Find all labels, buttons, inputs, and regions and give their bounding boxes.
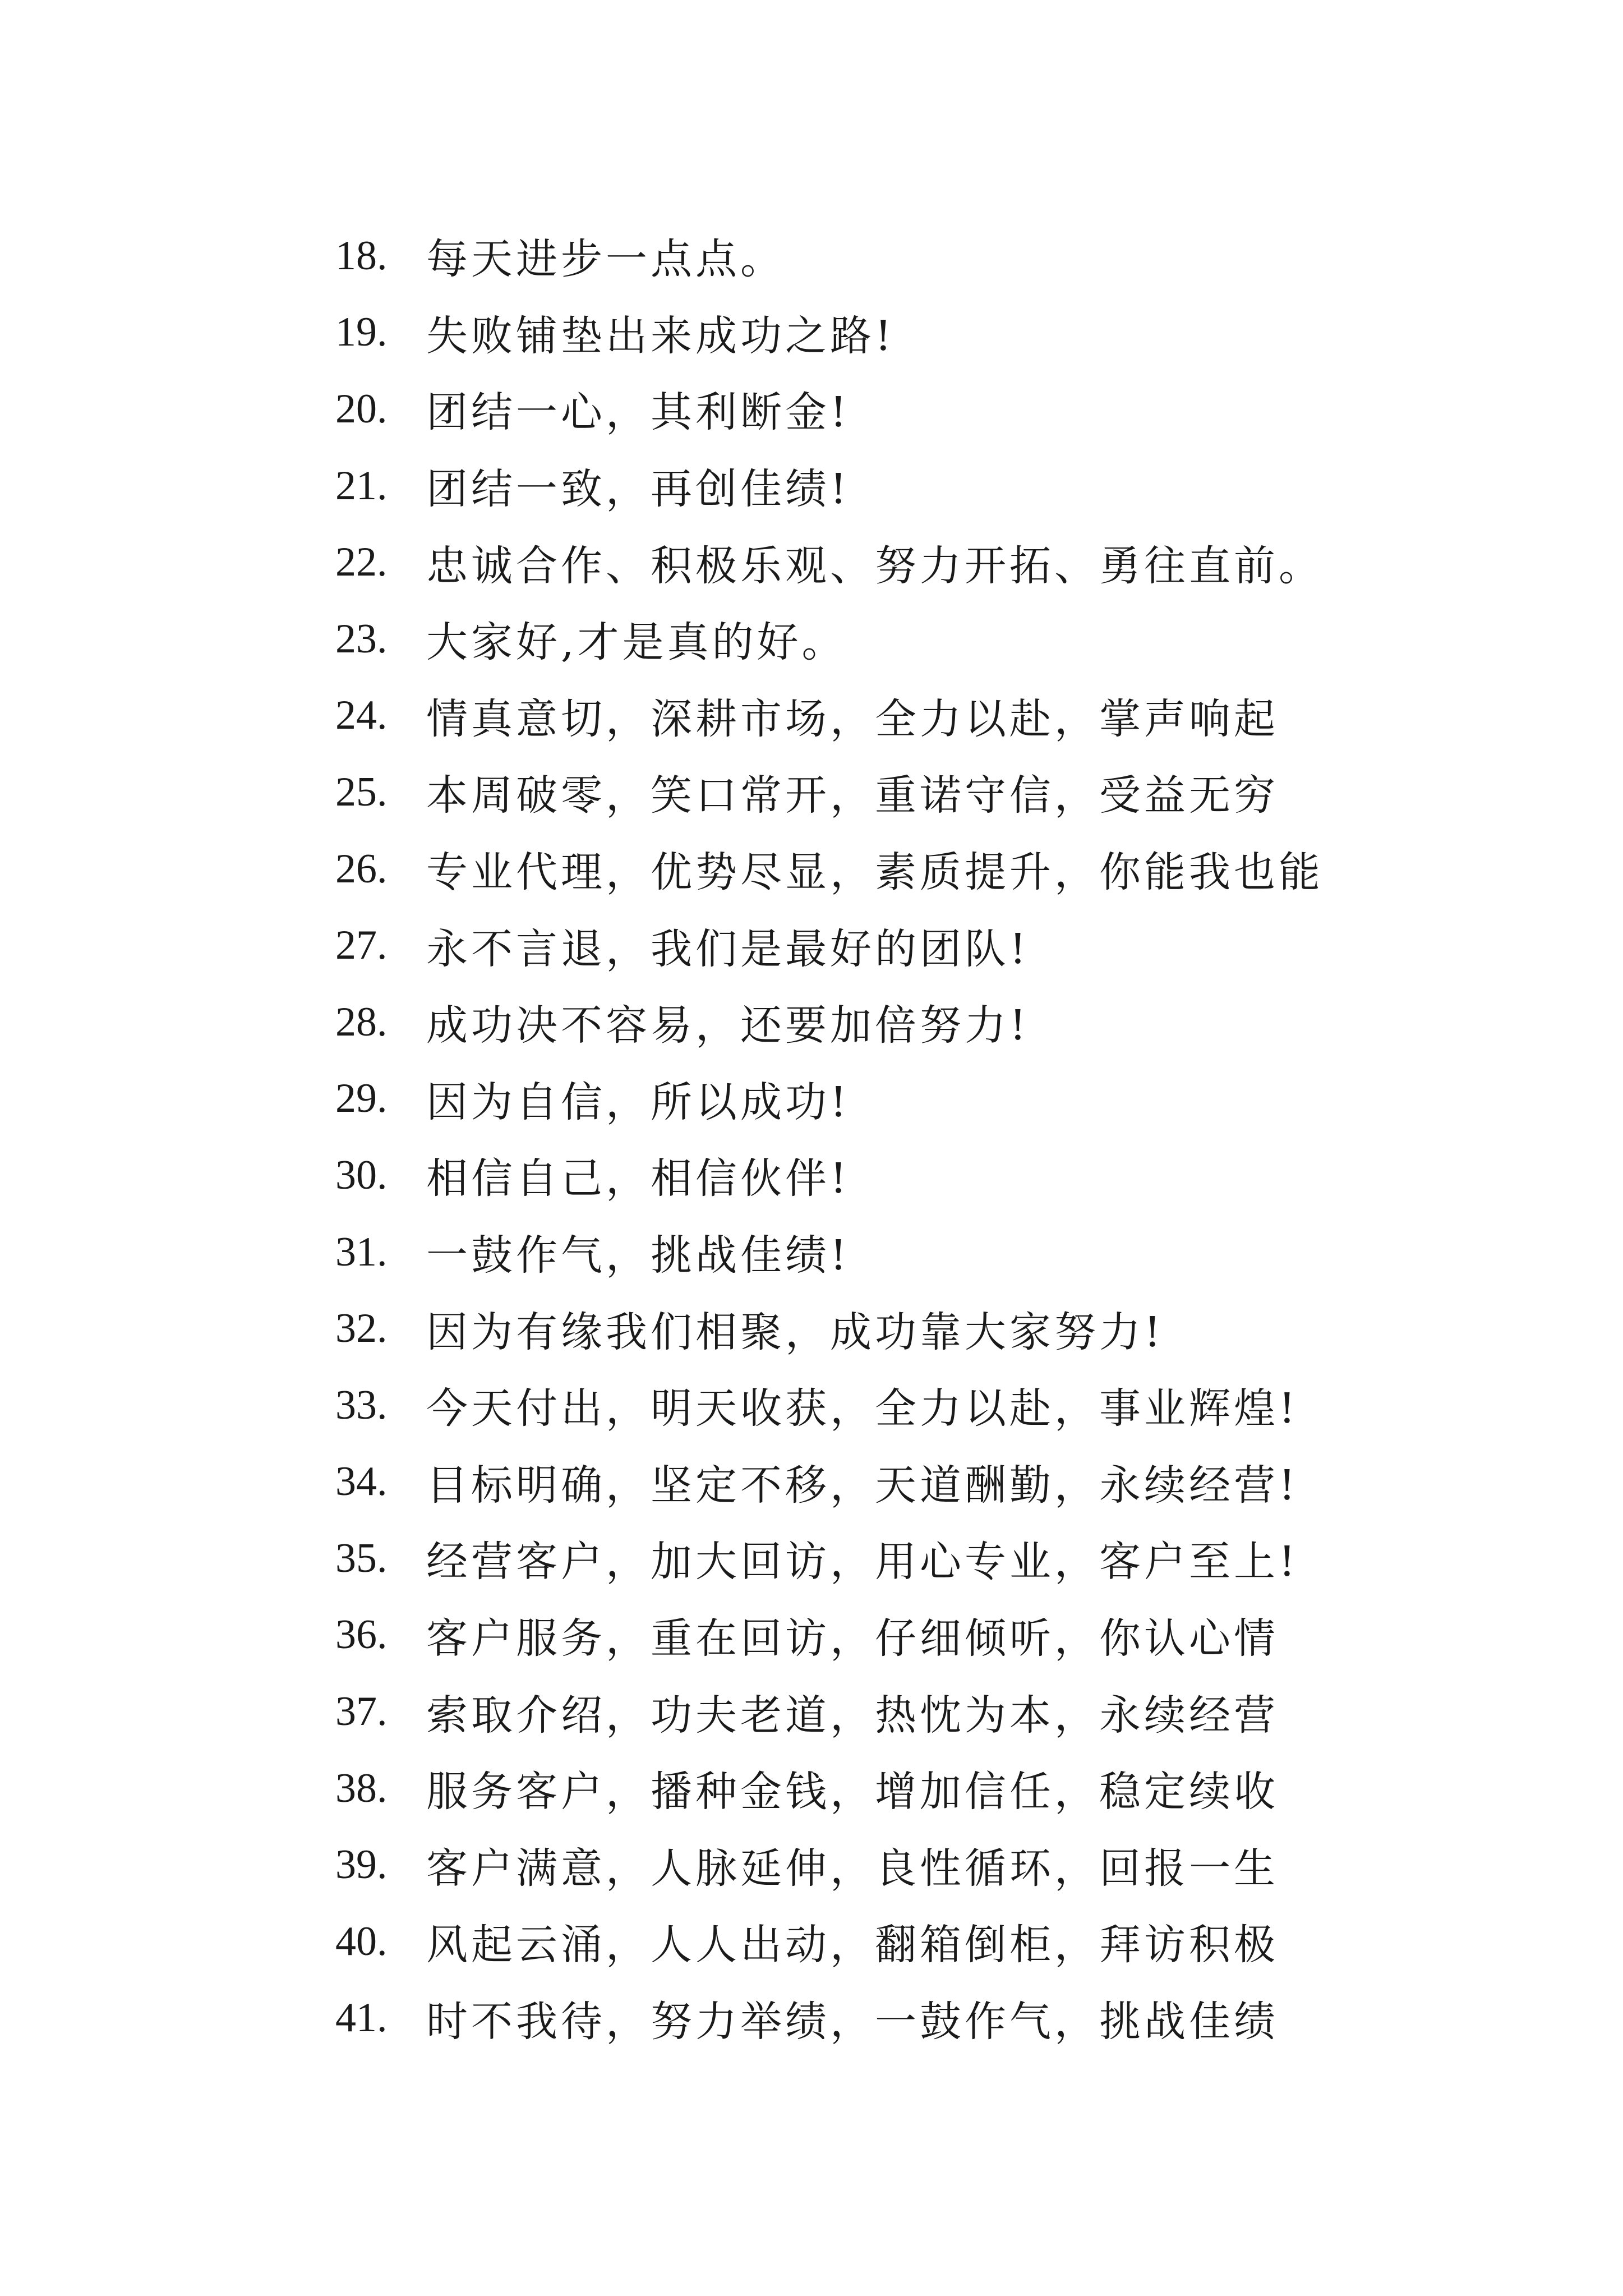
item-number: 18.	[335, 232, 388, 279]
list-item	[335, 1597, 1513, 1674]
item-text: 专业代理，优势尽显，素质提升，你能我也能	[426, 848, 1324, 897]
item-text: 经营客户，加大回访，用心专业，客户至上!	[426, 1538, 1299, 1586]
item-number: 28.	[335, 999, 388, 1045]
item-number: 34.	[335, 1458, 388, 1505]
list-item	[335, 448, 1513, 524]
item-text: 大家好,才是真的好。	[426, 618, 847, 667]
list-item	[335, 754, 1513, 831]
list-item	[335, 295, 1513, 371]
list-item	[335, 678, 1513, 754]
item-number: 30.	[335, 1152, 388, 1198]
item-number: 25.	[335, 769, 388, 815]
item-number: 32.	[335, 1305, 388, 1352]
item-text: 忠诚合作、积极乐观、努力开拓、勇往直前。	[426, 541, 1324, 590]
item-text: 成功决不容易，还要加倍努力!	[426, 1001, 1030, 1050]
item-text: 因为自信，所以成功!	[426, 1078, 850, 1126]
item-number: 40.	[335, 1918, 388, 1964]
list-item	[335, 1290, 1513, 1367]
item-number: 36.	[335, 1612, 388, 1658]
list-item	[335, 1826, 1513, 1903]
list-item	[335, 524, 1513, 601]
list-item	[335, 1750, 1513, 1827]
item-number: 20.	[335, 385, 388, 432]
item-text: 索取介绍，功夫老道，热忱为本，永续经营	[426, 1691, 1279, 1740]
item-text: 失败铺垫出来成功之路!	[426, 311, 895, 360]
item-text: 时不我待，努力举绩，一鼓作气，挑战佳绩	[426, 1997, 1279, 2046]
item-number: 19.	[335, 309, 388, 356]
list-item	[335, 1673, 1513, 1750]
list-item	[335, 907, 1513, 984]
item-text: 每天进步一点点。	[426, 235, 785, 284]
item-text: 本周破零，笑口常开，重诺守信，受益无穷	[426, 771, 1279, 820]
list-item	[335, 218, 1513, 295]
item-number: 35.	[335, 1535, 388, 1581]
item-text: 永不言退，我们是最好的团队!	[426, 924, 1030, 973]
list-item	[335, 601, 1513, 678]
item-number: 24.	[335, 692, 388, 739]
item-text: 相信自己，相信伙伴!	[426, 1154, 850, 1203]
item-number: 41.	[335, 1995, 388, 2041]
list-item	[335, 1137, 1513, 1214]
item-text: 团结一致，再创佳绩!	[426, 465, 850, 514]
item-number: 39.	[335, 1842, 388, 1888]
slogan-list	[335, 218, 1513, 2056]
item-text: 今天付出，明天收获，全力以赴，事业辉煌!	[426, 1384, 1299, 1433]
list-item	[335, 371, 1513, 448]
list-item	[335, 1444, 1513, 1521]
item-number: 27.	[335, 922, 388, 969]
list-item	[335, 1367, 1513, 1444]
item-number: 31.	[335, 1228, 388, 1275]
list-item	[335, 831, 1513, 908]
item-number: 23.	[335, 615, 388, 662]
list-item	[335, 1214, 1513, 1291]
item-text: 团结一心，其利断金!	[426, 388, 850, 437]
item-text: 因为有缘我们相聚，成功靠大家努力!	[426, 1308, 1164, 1356]
item-number: 38.	[335, 1765, 388, 1811]
item-number: 37.	[335, 1688, 388, 1735]
item-text: 目标明确，坚定不移，天道酬勤，永续经营!	[426, 1461, 1299, 1510]
item-text: 客户满意，人脉延伸，良性循环，回报一生	[426, 1844, 1279, 1893]
list-item	[335, 1980, 1513, 2057]
item-text: 一鼓作气，挑战佳绩!	[426, 1231, 850, 1280]
list-item	[335, 1903, 1513, 1980]
list-item	[335, 984, 1513, 1061]
list-item	[335, 1061, 1513, 1138]
item-text: 服务客户，播种金钱，增加信任，稳定续收	[426, 1768, 1279, 1816]
item-text: 情真意切，深耕市场，全力以赴，掌声响起	[426, 694, 1279, 743]
item-text: 客户服务，重在回访，仔细倾听，你认心情	[426, 1614, 1279, 1663]
item-number: 21.	[335, 462, 388, 509]
item-number: 26.	[335, 845, 388, 892]
item-number: 29.	[335, 1075, 388, 1122]
item-number: 33.	[335, 1382, 388, 1428]
item-text: 风起云涌，人人出动，翻箱倒柜，拜访积极	[426, 1921, 1279, 1970]
item-number: 22.	[335, 539, 388, 586]
list-item	[335, 1520, 1513, 1597]
